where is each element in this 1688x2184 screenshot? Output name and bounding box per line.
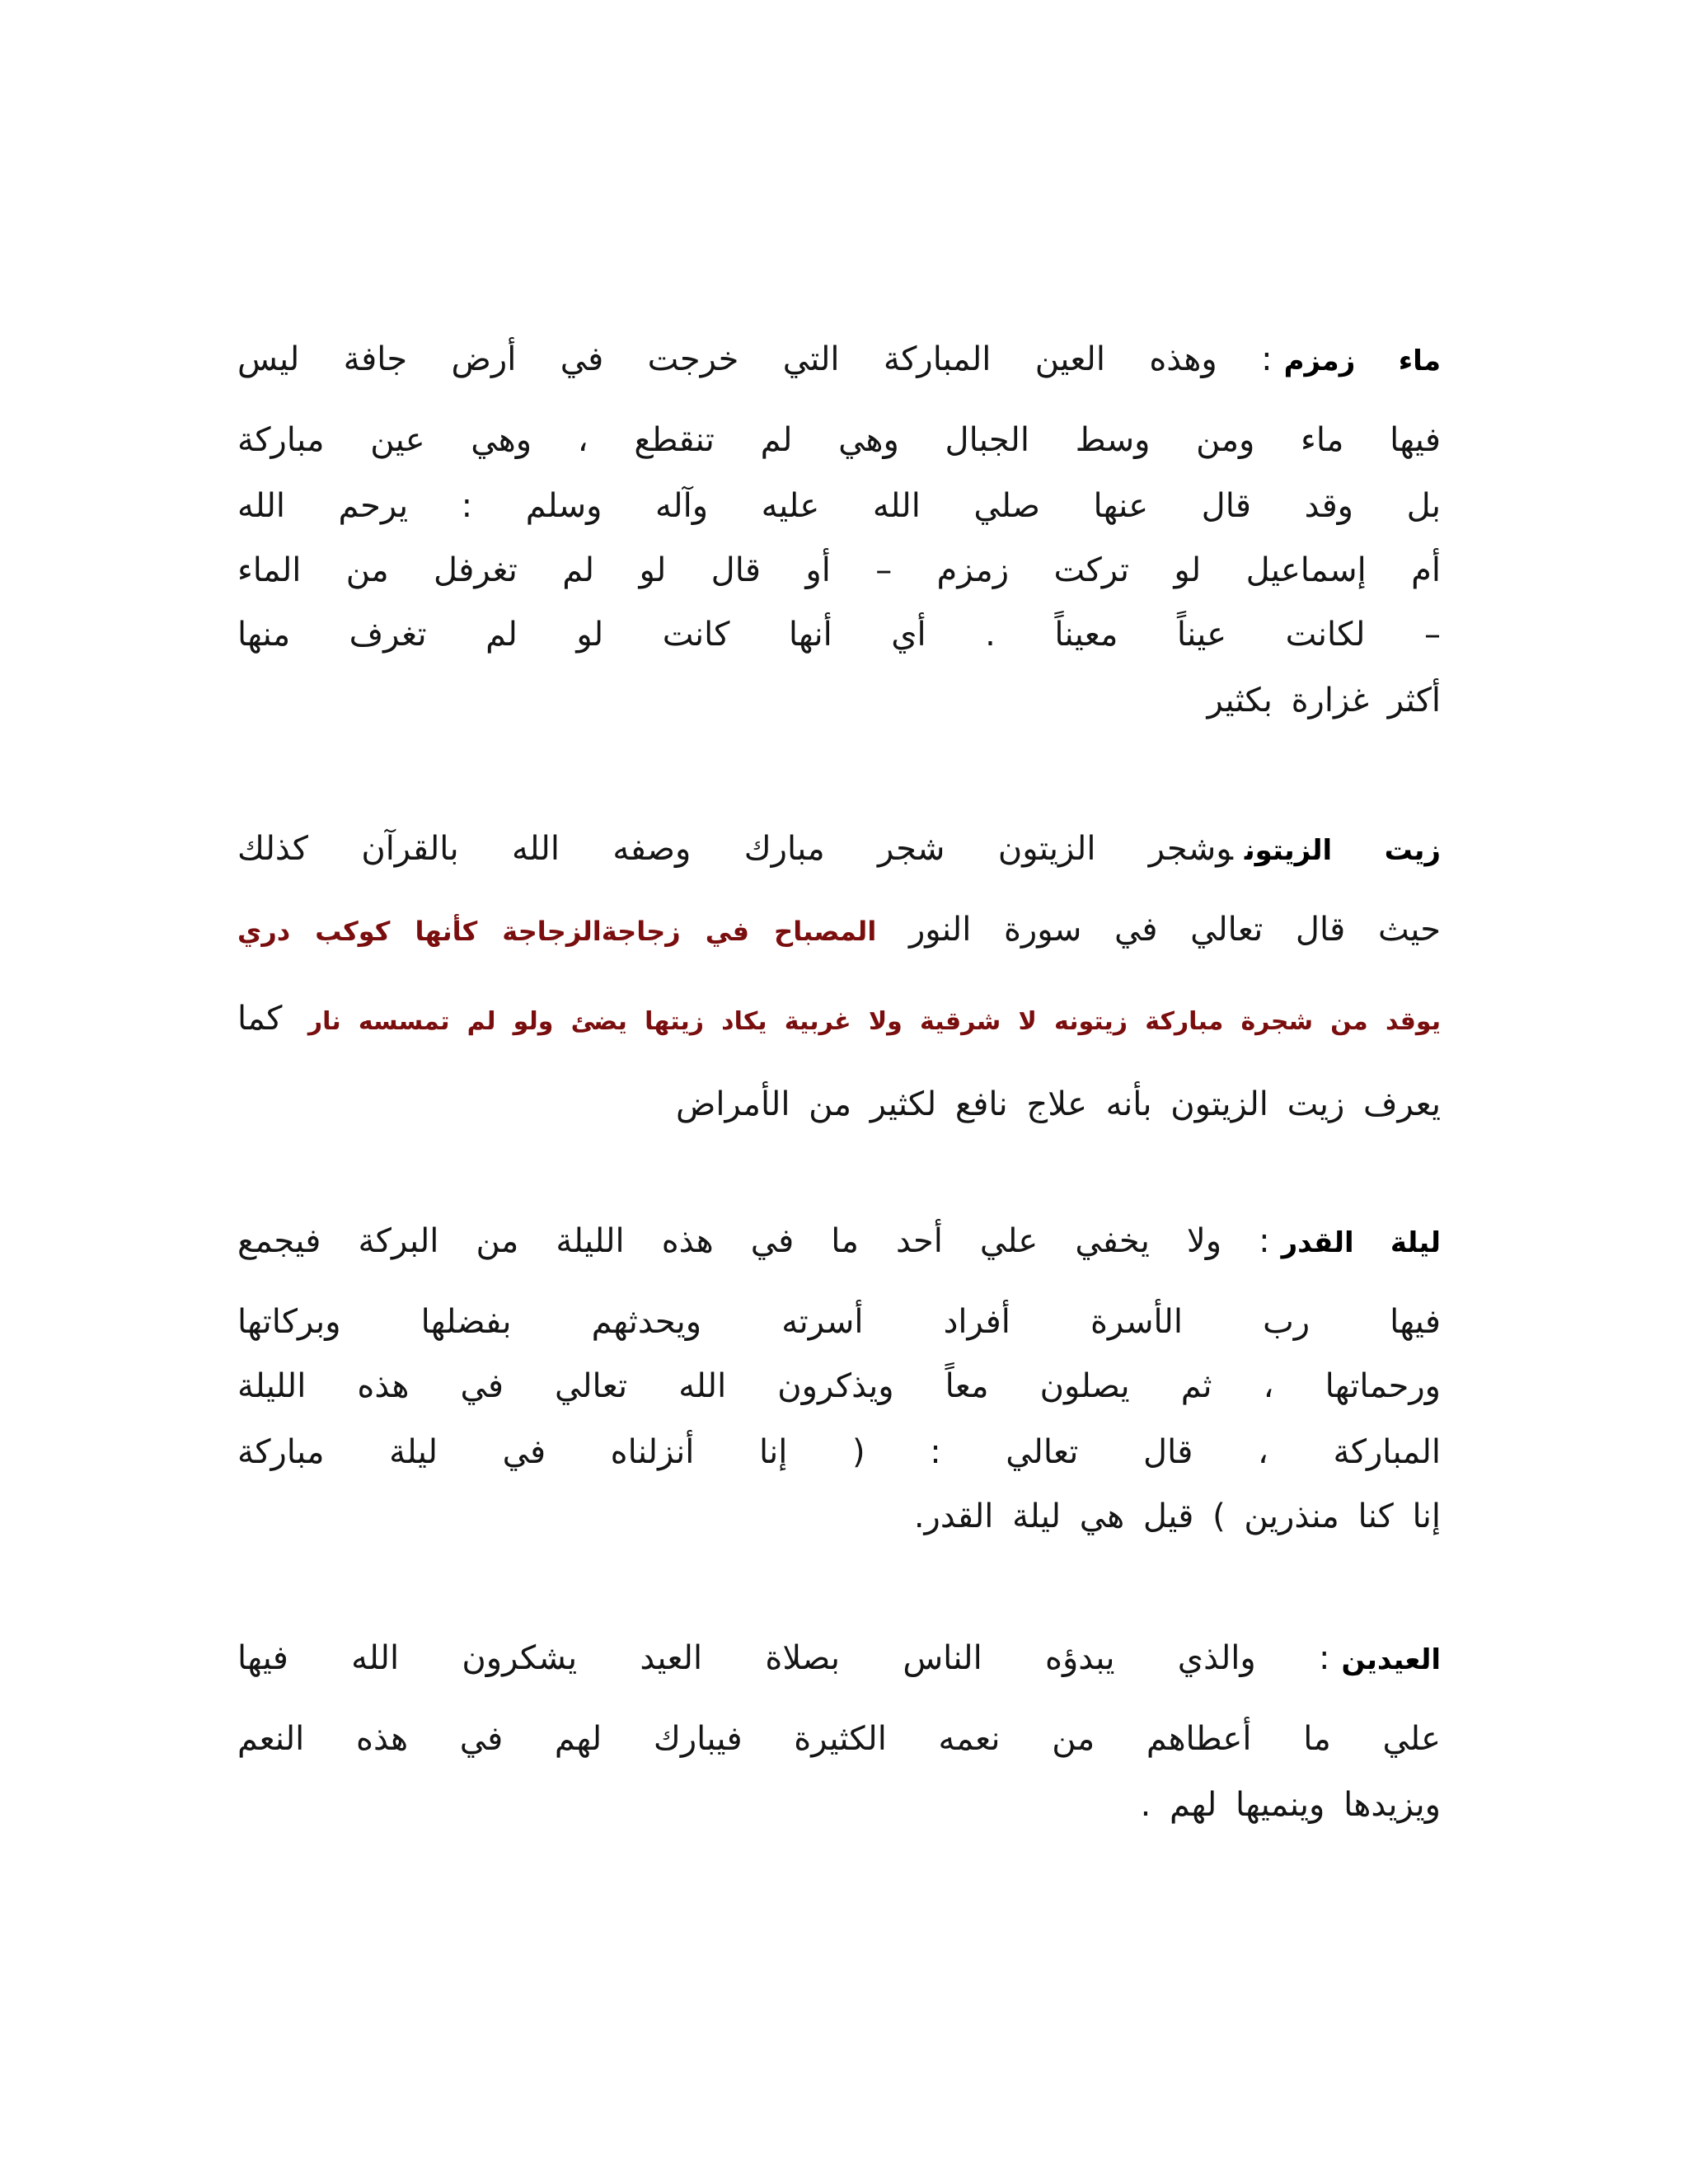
qadr-line-5: إنا كنا منذرين ) قيل هي ليلة القدر.	[913, 1497, 1441, 1535]
olive-text-1: وشجر الزيتون شجر مبارك وصفه الله بالقرآن كذلك	[237, 830, 1233, 868]
olive-line-1	[237, 824, 1441, 877]
qadr-line-2: فيها رب الأسرة أفراد أسرته ويحدثهم بفضلها وبركاتها	[237, 1303, 1441, 1341]
zamzam-heading: ماء زمزم	[1283, 344, 1441, 377]
zamzam-line-5: – لكانت عيناً معيناً . أي أنها كانت لو لم تغرف منها	[237, 616, 1441, 654]
olive-quote-1: المصباح في زجاجةالزجاجة كأنها كوكب دري	[237, 916, 877, 947]
olive-line-3	[237, 994, 1441, 1047]
zamzam-line-2: فيها ماء ومن وسط الجبال وهي لم تنقطع ، وهي عين مباركة	[237, 421, 1441, 459]
zamzam-line-1	[237, 335, 1441, 387]
zamzam-text-1: : وهذه العين المباركة التي خرجت في أرض جافة ليس	[237, 340, 1273, 378]
qadr-text-1: : ولا يخفي علي أحد ما في هذه الليلة من البركة فيجمع	[237, 1222, 1270, 1260]
olive-quote-2: يوقد من شجرة مباركة زيتونه لا شرقية ولا غربية يكاد زيتها يضئ ولو لم تمسسه نار	[307, 1007, 1441, 1036]
eid-line-1	[237, 1633, 1441, 1686]
olive-text-3: كما	[237, 1000, 283, 1038]
olive-heading: زيت الزيتون	[1244, 834, 1442, 867]
eid-heading: العيدين	[1341, 1643, 1441, 1676]
eid-line-3: ويزيدها وينميها لهم .	[1140, 1786, 1441, 1824]
zamzam-line-6: أكثر غزارة بكثير	[1207, 682, 1441, 719]
qadr-line-1	[237, 1216, 1441, 1269]
zamzam-line-3: بل وقد قال عنها صلي الله عليه وآله وسلم : يرحم الله	[237, 487, 1441, 525]
qadr-line-4: المباركة ، قال تعالي : ( إنا أنزلناه في ليلة مباركة	[237, 1433, 1441, 1471]
eid-text-1: : والذي يبدؤه الناس بصلاة العيد يشكرون الله فيها	[237, 1639, 1330, 1677]
olive-line-2	[237, 905, 1441, 958]
olive-line-4: يعرف زيت الزيتون بأنه علاج نافع لكثير من الأمراض	[675, 1085, 1441, 1123]
eid-line-2: علي ما أعطاهم من نعمه الكثيرة فيبارك لهم في هذه النعم	[237, 1720, 1441, 1758]
olive-text-2: حيث قال تعالي في سورة النور	[908, 911, 1442, 949]
zamzam-line-4: أم إسماعيل لو تركت زمزم – أو قال لو لم تغرفل من الماء	[237, 551, 1441, 589]
qadr-heading: ليلة القدر	[1281, 1226, 1441, 1259]
qadr-line-3: ورحماتها ، ثم يصلون معاً ويذكرون الله تعالي في هذه الليلة	[237, 1367, 1441, 1405]
